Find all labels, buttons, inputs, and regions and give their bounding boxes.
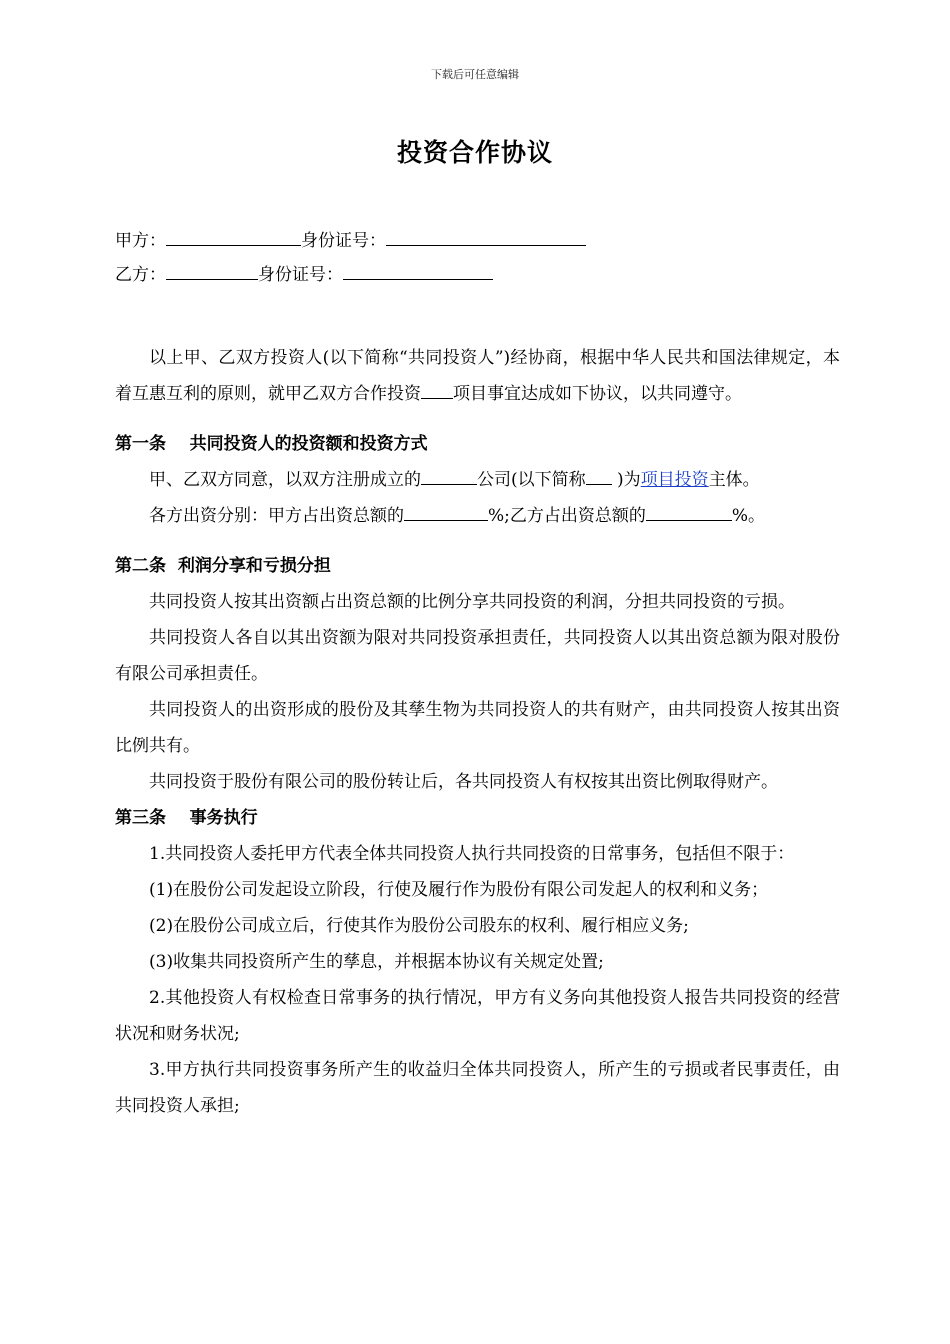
company-blank [421, 462, 477, 485]
party-a-id-blank [386, 225, 586, 246]
article1-paragraph-2 [115, 498, 840, 534]
parties-block [115, 225, 586, 293]
short-name-blank [586, 462, 612, 485]
article1-paragraph-1 [115, 462, 840, 498]
agreement-body [115, 340, 840, 1124]
article3-paragraph: 2.其他投资人有权检查日常事务的执行情况，甲方有义务向其他投资人报告共同投资的经营状况和财务状况; [115, 988, 840, 1044]
article3-paragraph: (1)在股份公司发起设立阶段，行使及履行作为股份有限公司发起人的权利和义务； [149, 880, 769, 900]
party-b-id-label: 身份证号： [258, 265, 343, 285]
article3-paragraph: 1.共同投资人委托甲方代表全体共同投资人执行共同投资的日常事务，包括但不限于： [149, 844, 795, 864]
article1-p1-text-c: )为 [611, 470, 641, 490]
party-b-id-blank [343, 259, 493, 280]
preamble-text-end: 项目事宜达成如下协议，以共同遵守。 [453, 384, 742, 404]
article1-p2-text-c: %。 [731, 506, 766, 526]
article1-p1-text-b: 公司(以下简称 [477, 470, 586, 490]
preamble-text: 以上甲、乙双方投资人(以下简称“共同投资人”)经协商，根据中华人民共和国法律规定，本着互惠互利的原则，就甲乙双方合作投资 [115, 348, 840, 404]
article1-p2-text-b: %;乙方占出资总额的 [488, 506, 646, 526]
document-title: 投资合作协议 [396, 138, 553, 167]
article3-paragraph: 3.甲方执行共同投资事务所产生的收益归全体共同投资人，所产生的亏损或者民事责任，由共同投资人承担; [115, 1060, 840, 1116]
article3-paragraph: (3)收集共同投资所产生的孳息，并根据本协议有关规定处置; [149, 952, 604, 972]
article1-heading: 第一条 共同投资人的投资额和投资方式 [115, 434, 428, 454]
party-b-line [115, 259, 586, 293]
party-a-share-blank [404, 498, 488, 521]
article3-paragraph: (2)在股份公司成立后，行使其作为股份公司股东的权利、履行相应义务; [149, 916, 689, 936]
party-b-share-blank [646, 498, 732, 521]
party-a-line [115, 225, 586, 259]
article1-p2-text-a: 各方出资分别：甲方占出资总额的 [149, 506, 404, 526]
article2-paragraph: 共同投资人按其出资额占出资总额的比例分享共同投资的利润，分担共同投资的亏损。 [149, 592, 795, 612]
party-a-label: 甲方： [115, 231, 166, 251]
party-b-name-blank [166, 259, 258, 280]
article2-paragraph: 共同投资于股份有限公司的股份转让后，各共同投资人有权按其出资比例取得财产。 [149, 772, 778, 792]
project-blank [421, 376, 453, 399]
article1-p1-text-a: 甲、乙双方同意，以双方注册成立的 [149, 470, 421, 490]
party-a-id-label: 身份证号： [301, 231, 386, 251]
article1-p1-text-d: 主体。 [708, 470, 760, 490]
project-investment-link[interactable]: 项目投资 [640, 470, 709, 490]
article2-heading: 第二条 利润分享和亏损分担 [115, 556, 331, 576]
party-b-label: 乙方： [115, 265, 166, 285]
party-a-name-blank [166, 225, 301, 246]
article2-paragraph: 共同投资人各自以其出资额为限对共同投资承担责任，共同投资人以其出资总额为限对股份有限公司承担责任。 [115, 628, 840, 684]
article2-paragraph: 共同投资人的出资形成的股份及其孳生物为共同投资人的共有财产，由共同投资人按其出资比例共有。 [115, 700, 840, 756]
header-note: 下载后可任意编辑 [431, 68, 519, 81]
article3-heading: 第三条 事务执行 [115, 808, 258, 828]
preamble-paragraph [115, 340, 840, 412]
